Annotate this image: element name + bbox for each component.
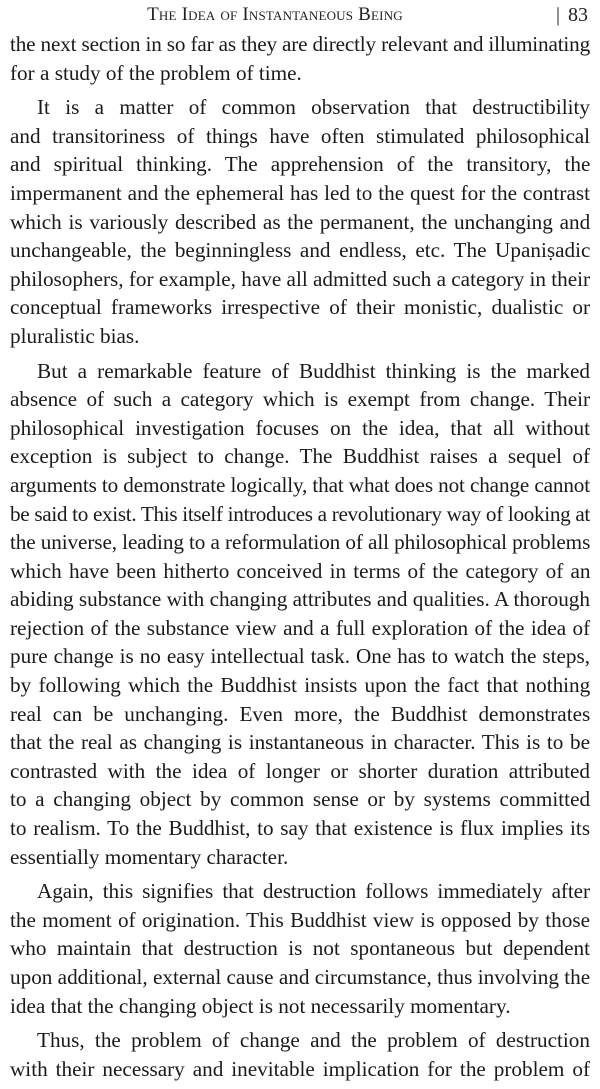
text-line: to a changing object by common sense or by systems committed (10, 787, 591, 812)
text-line: But a remarkable feature of Buddhist thinking is the marked (37, 358, 590, 383)
text-line: conceptual frameworks irrespective of their monistic, dualistic or (10, 295, 591, 320)
text-line: to realism. To the Buddhist, to say that existence is flux implies its (10, 816, 591, 841)
text-line: with their necessary and inevitable implication for the problem of (10, 1056, 590, 1081)
text-line: upon additional, external cause and circumstance, thus involving the (10, 965, 591, 989)
text-line: It is a matter of common observation that destructibility (37, 95, 590, 120)
text-line: who maintain that destruction is not spontaneous but dependent (10, 936, 591, 961)
text-line: be said to exist. This itself introduces a revolutionary way of looking at (10, 501, 590, 526)
text-line: philosophical investigation focuses on the idea, that all without (10, 415, 590, 440)
page-separator: | (555, 4, 560, 26)
paragraph (10, 357, 590, 872)
text-line: philosophers, for example, have all admitted such a category in their (10, 266, 591, 291)
text-line: Thus, the problem of change and the problem of destruction (37, 1028, 590, 1053)
text-line: for a study of the problem of time. (10, 60, 302, 85)
text-line: essentially momentary character. (10, 844, 289, 869)
text-line: that the real as changing is instantaneous in character. This is to be (10, 730, 590, 755)
text-line: contrasted with the idea of longer or shorter duration attributed (10, 758, 590, 783)
text-line: the next section in so far as they are directly relevant and illuminating (10, 32, 590, 56)
text-line: Again, this signifies that destruction follows immediately after (37, 879, 590, 904)
text-line: rejection of the substance view and a full exploration of the idea of (10, 615, 591, 640)
text-line: idea that the changing object is not necessarily momentary. (10, 993, 511, 1018)
text-line: absence of such a category which is exempt from change. Their (10, 387, 591, 412)
paragraph-continuation (10, 30, 590, 87)
text-line: pluralistic bias. (10, 323, 140, 348)
page-number: 83 (568, 4, 588, 26)
text-line: and spiritual thinking. The apprehension of the transitory, the (10, 152, 591, 177)
text-line: which have been hitherto conceived in terms of the category of an (10, 558, 591, 583)
text-line: and transitoriness of things have often stimulated philosophical (10, 123, 591, 148)
text-line: unchangeable, the beginningless and endless, etc. The Upaniṣadic (10, 238, 591, 263)
body-text (10, 30, 590, 1089)
paragraph (10, 93, 590, 350)
running-title: The Idea of Instantaneous Being (147, 4, 403, 25)
text-line: by following which the Buddhist insists upon the fact that nothing (10, 673, 591, 698)
book-page (10, 0, 591, 1081)
text-line: abiding substance with changing attributes and qualities. A thorough (10, 587, 590, 612)
text-line: exception is subject to change. The Buddhist raises a sequel of (10, 444, 590, 469)
paragraph (10, 877, 590, 1020)
text-line: real can be unchanging. Even more, the Buddhist demonstrates (10, 701, 591, 726)
text-line: the universe, leading to a reformulation of all philosophical problems (10, 530, 591, 555)
page-number-block (556, 4, 588, 27)
text-line: the moment of origination. This Buddhist view is opposed by those (10, 907, 590, 932)
text-line: pure change is no easy intellectual task. One has to watch the steps, (10, 644, 590, 669)
running-head (10, 0, 590, 30)
paragraph-unfinished (10, 1026, 590, 1083)
text-line: arguments to demonstrate logically, that what does not change cannot (10, 472, 590, 497)
text-line: impermanent and the ephemeral has led to the quest for the contrast (10, 180, 590, 205)
text-line: which is variously described as the permanent, the unchanging and (10, 209, 591, 234)
